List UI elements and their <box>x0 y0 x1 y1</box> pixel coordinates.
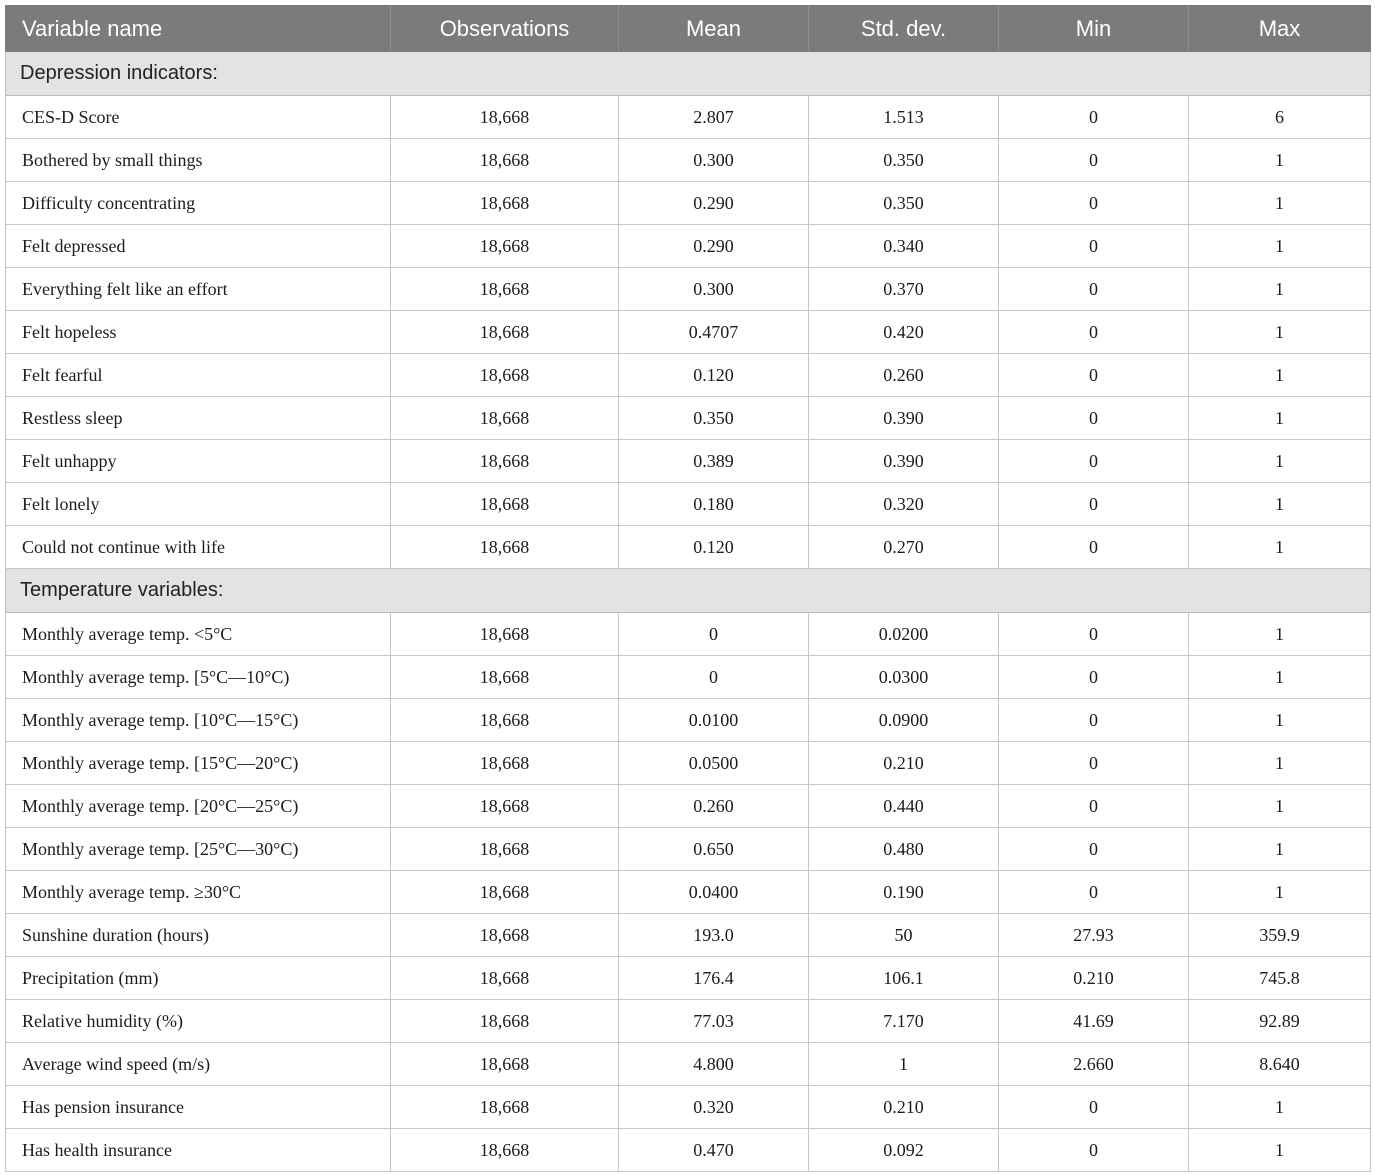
cell-min: 0 <box>999 440 1189 483</box>
cell-variable-name: Precipitation (mm) <box>6 957 391 1000</box>
table-row <box>6 742 1371 785</box>
cell-max: 359.9 <box>1189 914 1371 957</box>
table-row <box>6 526 1371 569</box>
cell-observations: 18,668 <box>391 785 619 828</box>
cell-mean: 2.807 <box>619 96 809 139</box>
cell-observations: 18,668 <box>391 914 619 957</box>
cell-mean: 0.300 <box>619 139 809 182</box>
cell-max: 1 <box>1189 483 1371 526</box>
table-row <box>6 483 1371 526</box>
cell-min: 0.210 <box>999 957 1189 1000</box>
cell-mean: 0.650 <box>619 828 809 871</box>
column-header-mean: Mean <box>619 6 809 52</box>
cell-observations: 18,668 <box>391 354 619 397</box>
cell-mean: 0.180 <box>619 483 809 526</box>
cell-mean: 0.0100 <box>619 699 809 742</box>
cell-observations: 18,668 <box>391 96 619 139</box>
cell-observations: 18,668 <box>391 526 619 569</box>
cell-std-dev: 0.270 <box>809 526 999 569</box>
cell-mean: 0.120 <box>619 526 809 569</box>
cell-variable-name: Felt hopeless <box>6 311 391 354</box>
cell-min: 0 <box>999 742 1189 785</box>
cell-variable-name: Could not continue with life <box>6 526 391 569</box>
cell-max: 1 <box>1189 699 1371 742</box>
cell-std-dev: 0.480 <box>809 828 999 871</box>
table-row <box>6 139 1371 182</box>
cell-observations: 18,668 <box>391 1043 619 1086</box>
table-row <box>6 1129 1371 1172</box>
cell-max: 1 <box>1189 526 1371 569</box>
table-row <box>6 397 1371 440</box>
section-header-row <box>6 52 1371 96</box>
table-row <box>6 225 1371 268</box>
column-header-observations: Observations <box>391 6 619 52</box>
cell-std-dev: 0.340 <box>809 225 999 268</box>
cell-variable-name: Everything felt like an effort <box>6 268 391 311</box>
cell-observations: 18,668 <box>391 440 619 483</box>
cell-mean: 0.4707 <box>619 311 809 354</box>
cell-min: 0 <box>999 526 1189 569</box>
cell-std-dev: 0.0300 <box>809 656 999 699</box>
cell-observations: 18,668 <box>391 483 619 526</box>
table-row <box>6 96 1371 139</box>
cell-variable-name: Difficulty concentrating <box>6 182 391 225</box>
cell-min: 0 <box>999 785 1189 828</box>
table-row <box>6 182 1371 225</box>
cell-observations: 18,668 <box>391 871 619 914</box>
cell-min: 0 <box>999 311 1189 354</box>
cell-std-dev: 1.513 <box>809 96 999 139</box>
cell-max: 1 <box>1189 828 1371 871</box>
table-row <box>6 268 1371 311</box>
table-row <box>6 828 1371 871</box>
cell-std-dev: 0.350 <box>809 182 999 225</box>
cell-std-dev: 1 <box>809 1043 999 1086</box>
cell-mean: 0.300 <box>619 268 809 311</box>
cell-observations: 18,668 <box>391 742 619 785</box>
cell-std-dev: 0.210 <box>809 1086 999 1129</box>
cell-mean: 0 <box>619 613 809 656</box>
cell-mean: 77.03 <box>619 1000 809 1043</box>
cell-observations: 18,668 <box>391 613 619 656</box>
cell-std-dev: 0.210 <box>809 742 999 785</box>
cell-mean: 0.260 <box>619 785 809 828</box>
table-row <box>6 1086 1371 1129</box>
cell-max: 1 <box>1189 785 1371 828</box>
cell-observations: 18,668 <box>391 656 619 699</box>
table-row <box>6 354 1371 397</box>
cell-max: 1 <box>1189 742 1371 785</box>
cell-min: 0 <box>999 139 1189 182</box>
cell-observations: 18,668 <box>391 699 619 742</box>
table-row <box>6 699 1371 742</box>
cell-std-dev: 0.320 <box>809 483 999 526</box>
cell-std-dev: 0.370 <box>809 268 999 311</box>
cell-observations: 18,668 <box>391 1000 619 1043</box>
cell-max: 1 <box>1189 354 1371 397</box>
table-body <box>6 52 1371 1172</box>
cell-mean: 0.350 <box>619 397 809 440</box>
cell-min: 0 <box>999 225 1189 268</box>
cell-min: 0 <box>999 268 1189 311</box>
cell-observations: 18,668 <box>391 1086 619 1129</box>
cell-min: 0 <box>999 828 1189 871</box>
cell-max: 1 <box>1189 656 1371 699</box>
cell-max: 1 <box>1189 1086 1371 1129</box>
cell-observations: 18,668 <box>391 268 619 311</box>
cell-std-dev: 106.1 <box>809 957 999 1000</box>
cell-min: 0 <box>999 871 1189 914</box>
cell-max: 1 <box>1189 139 1371 182</box>
cell-min: 0 <box>999 354 1189 397</box>
cell-min: 0 <box>999 1086 1189 1129</box>
cell-mean: 0.0400 <box>619 871 809 914</box>
cell-std-dev: 0.420 <box>809 311 999 354</box>
cell-std-dev: 0.190 <box>809 871 999 914</box>
cell-variable-name: Relative humidity (%) <box>6 1000 391 1043</box>
cell-max: 1 <box>1189 268 1371 311</box>
table-row <box>6 871 1371 914</box>
cell-max: 6 <box>1189 96 1371 139</box>
cell-std-dev: 0.0200 <box>809 613 999 656</box>
cell-mean: 0.120 <box>619 354 809 397</box>
cell-variable-name: Felt fearful <box>6 354 391 397</box>
table-row <box>6 957 1371 1000</box>
cell-mean: 0 <box>619 656 809 699</box>
cell-std-dev: 0.390 <box>809 397 999 440</box>
cell-variable-name: Has health insurance <box>6 1129 391 1172</box>
cell-variable-name: Monthly average temp. ≥30°C <box>6 871 391 914</box>
cell-max: 92.89 <box>1189 1000 1371 1043</box>
table-row <box>6 440 1371 483</box>
cell-variable-name: Has pension insurance <box>6 1086 391 1129</box>
cell-max: 1 <box>1189 311 1371 354</box>
cell-max: 745.8 <box>1189 957 1371 1000</box>
cell-max: 1 <box>1189 440 1371 483</box>
cell-min: 0 <box>999 483 1189 526</box>
cell-observations: 18,668 <box>391 182 619 225</box>
cell-min: 2.660 <box>999 1043 1189 1086</box>
cell-mean: 176.4 <box>619 957 809 1000</box>
cell-mean: 193.0 <box>619 914 809 957</box>
cell-std-dev: 0.092 <box>809 1129 999 1172</box>
column-header-min: Min <box>999 6 1189 52</box>
cell-std-dev: 0.260 <box>809 354 999 397</box>
cell-variable-name: Monthly average temp. [5°C—10°C) <box>6 656 391 699</box>
cell-std-dev: 7.170 <box>809 1000 999 1043</box>
cell-max: 1 <box>1189 613 1371 656</box>
table-header-row <box>6 6 1371 52</box>
cell-min: 27.93 <box>999 914 1189 957</box>
cell-max: 1 <box>1189 1129 1371 1172</box>
cell-min: 0 <box>999 182 1189 225</box>
section-header-row <box>6 569 1371 613</box>
cell-variable-name: Sunshine duration (hours) <box>6 914 391 957</box>
cell-mean: 0.0500 <box>619 742 809 785</box>
cell-observations: 18,668 <box>391 397 619 440</box>
cell-observations: 18,668 <box>391 1129 619 1172</box>
section-label: Depression indicators: <box>6 52 1371 96</box>
cell-min: 41.69 <box>999 1000 1189 1043</box>
table-row <box>6 1000 1371 1043</box>
cell-variable-name: Bothered by small things <box>6 139 391 182</box>
cell-variable-name: Felt unhappy <box>6 440 391 483</box>
cell-variable-name: Monthly average temp. [25°C—30°C) <box>6 828 391 871</box>
cell-std-dev: 0.0900 <box>809 699 999 742</box>
cell-observations: 18,668 <box>391 828 619 871</box>
section-label: Temperature variables: <box>6 569 1371 613</box>
table-row <box>6 785 1371 828</box>
cell-observations: 18,668 <box>391 311 619 354</box>
table-row <box>6 914 1371 957</box>
cell-max: 8.640 <box>1189 1043 1371 1086</box>
cell-variable-name: Average wind speed (m/s) <box>6 1043 391 1086</box>
cell-min: 0 <box>999 397 1189 440</box>
cell-max: 1 <box>1189 182 1371 225</box>
column-header-std-dev: Std. dev. <box>809 6 999 52</box>
cell-observations: 18,668 <box>391 957 619 1000</box>
cell-mean: 0.290 <box>619 182 809 225</box>
descriptive-statistics-table <box>5 5 1371 1172</box>
cell-min: 0 <box>999 1129 1189 1172</box>
cell-std-dev: 0.390 <box>809 440 999 483</box>
cell-mean: 0.470 <box>619 1129 809 1172</box>
cell-min: 0 <box>999 613 1189 656</box>
table-row <box>6 613 1371 656</box>
cell-min: 0 <box>999 699 1189 742</box>
cell-mean: 0.290 <box>619 225 809 268</box>
cell-min: 0 <box>999 96 1189 139</box>
cell-mean: 0.320 <box>619 1086 809 1129</box>
column-header-variable-name: Variable name <box>6 6 391 52</box>
cell-mean: 0.389 <box>619 440 809 483</box>
cell-variable-name: Monthly average temp. [10°C—15°C) <box>6 699 391 742</box>
cell-variable-name: Monthly average temp. [15°C—20°C) <box>6 742 391 785</box>
cell-max: 1 <box>1189 397 1371 440</box>
table-row <box>6 311 1371 354</box>
table-row <box>6 656 1371 699</box>
cell-variable-name: CES-D Score <box>6 96 391 139</box>
cell-variable-name: Restless sleep <box>6 397 391 440</box>
cell-variable-name: Monthly average temp. <5°C <box>6 613 391 656</box>
cell-std-dev: 50 <box>809 914 999 957</box>
cell-observations: 18,668 <box>391 225 619 268</box>
cell-std-dev: 0.440 <box>809 785 999 828</box>
cell-observations: 18,668 <box>391 139 619 182</box>
cell-std-dev: 0.350 <box>809 139 999 182</box>
table-row <box>6 1043 1371 1086</box>
cell-max: 1 <box>1189 871 1371 914</box>
cell-variable-name: Monthly average temp. [20°C—25°C) <box>6 785 391 828</box>
cell-min: 0 <box>999 656 1189 699</box>
cell-variable-name: Felt depressed <box>6 225 391 268</box>
column-header-max: Max <box>1189 6 1371 52</box>
cell-max: 1 <box>1189 225 1371 268</box>
cell-variable-name: Felt lonely <box>6 483 391 526</box>
cell-mean: 4.800 <box>619 1043 809 1086</box>
